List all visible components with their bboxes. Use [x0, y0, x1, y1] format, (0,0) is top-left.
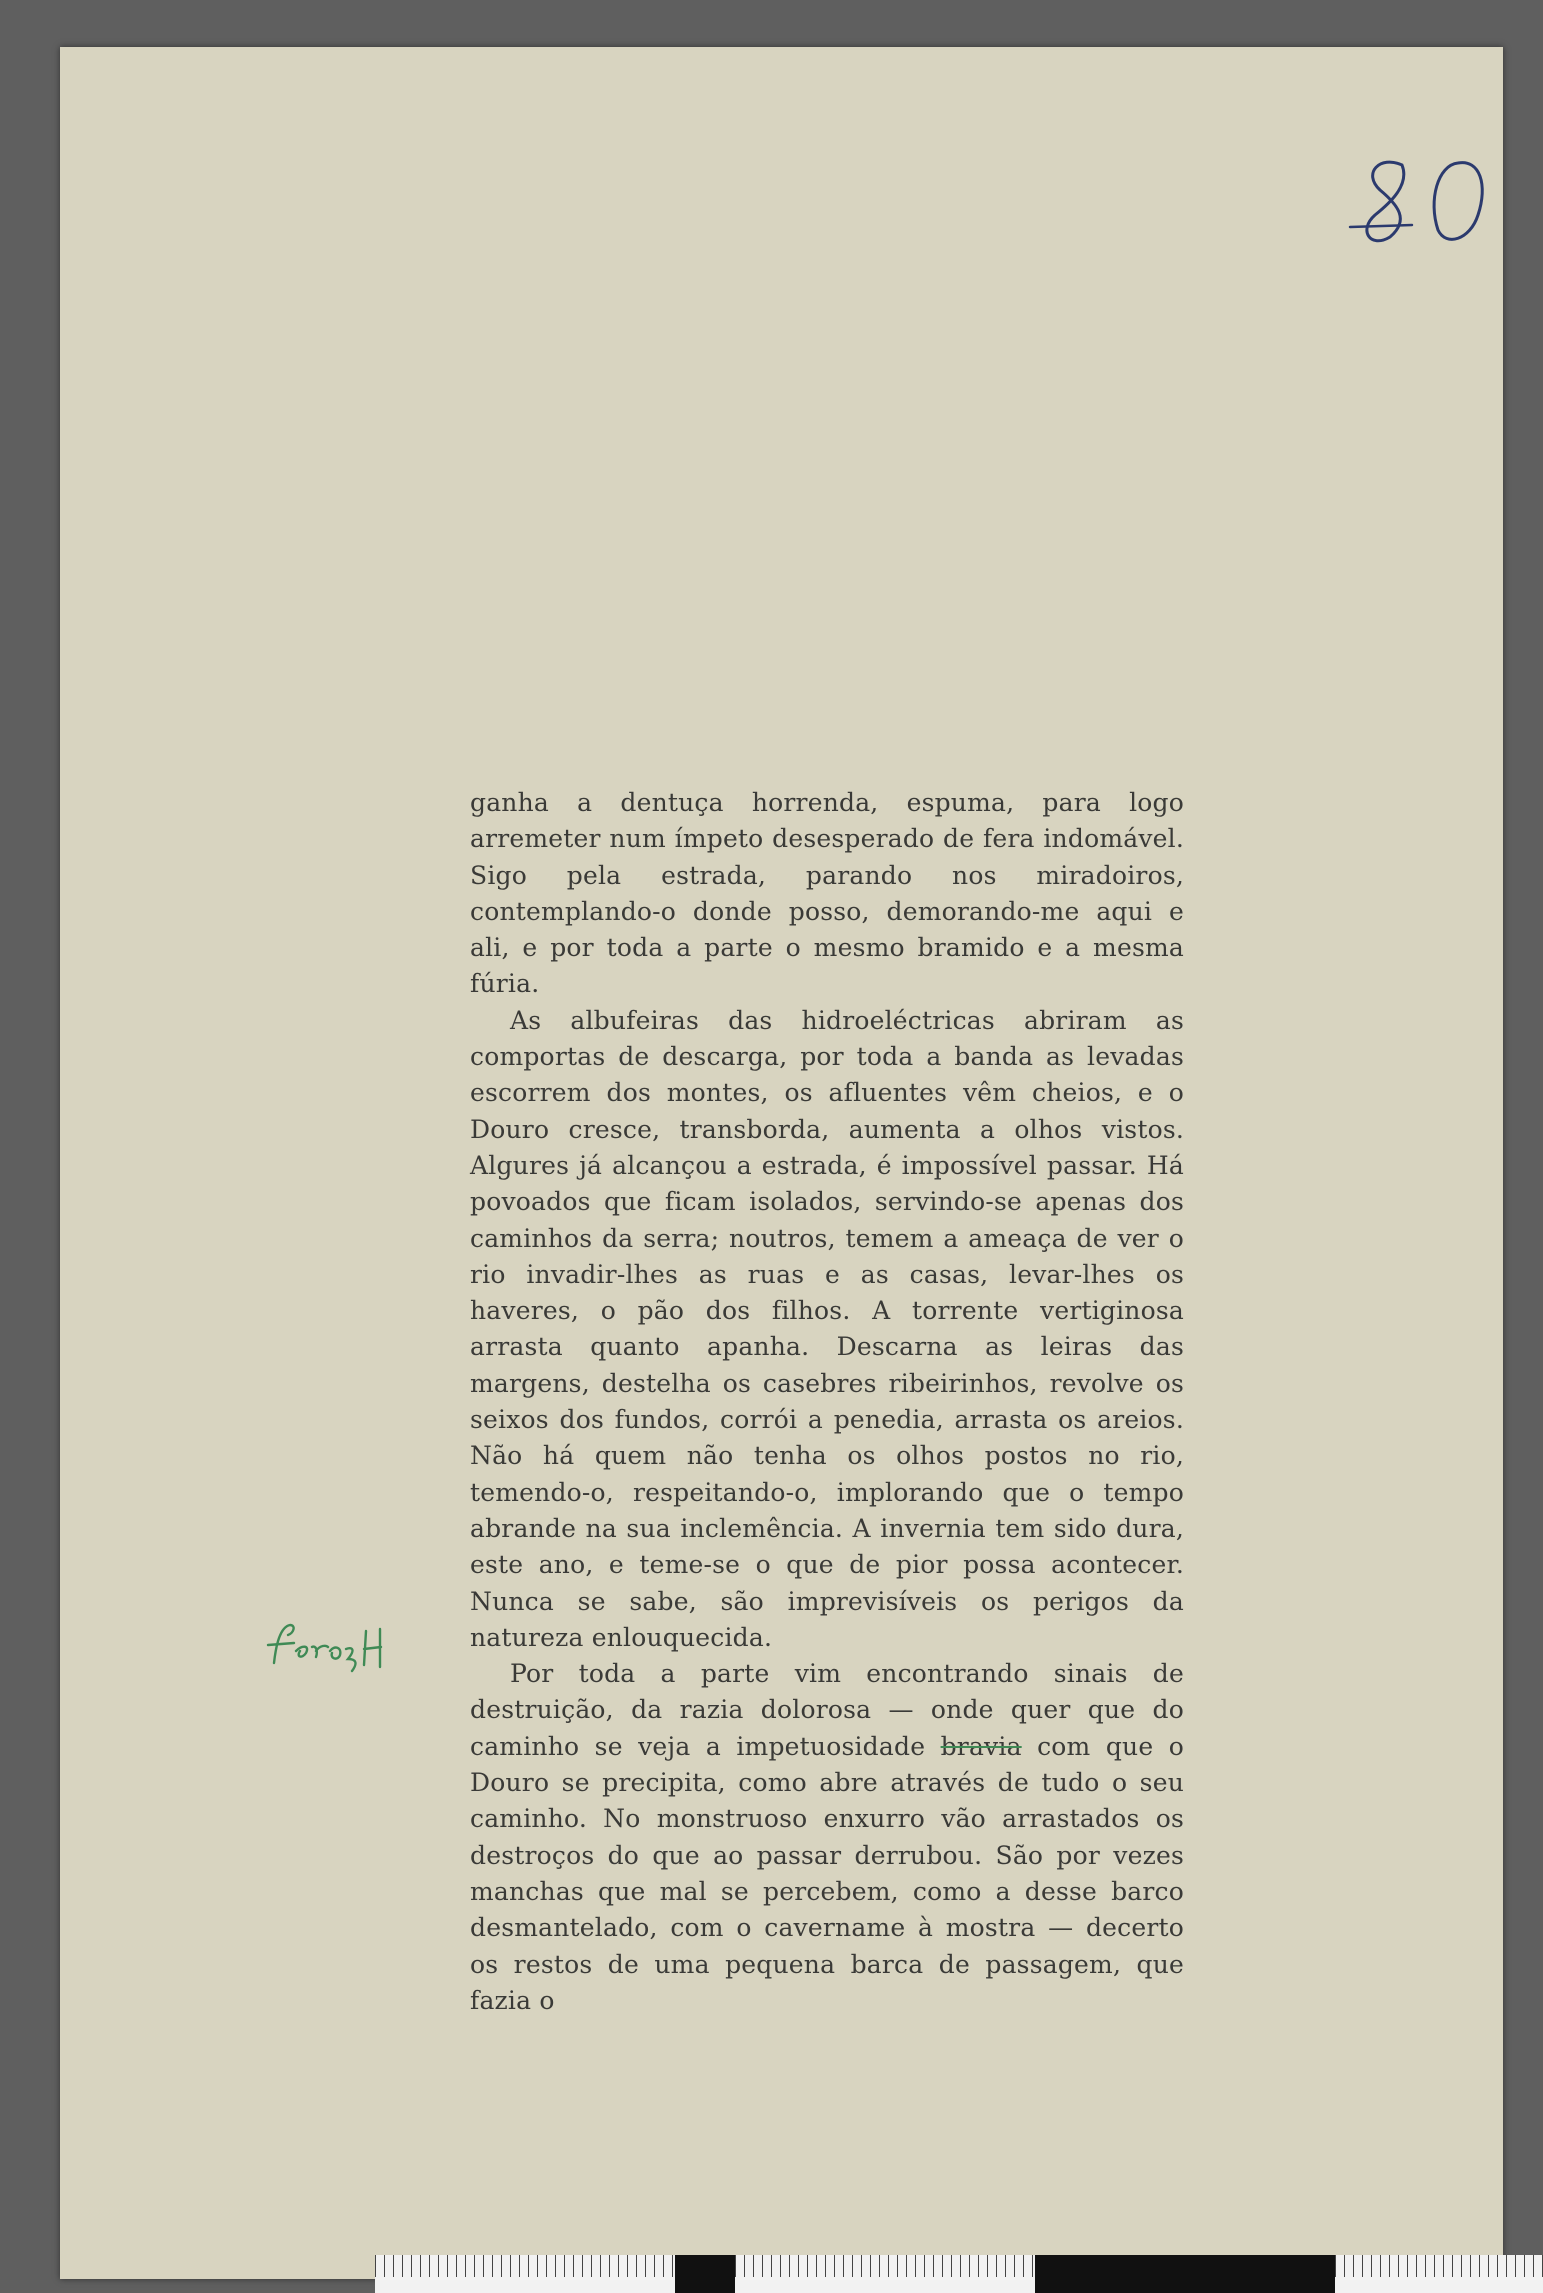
ruler-segment — [1035, 2255, 1335, 2293]
paragraph-text: As albufeiras das hidroeléctricas abriram as comportas de descarga, por toda a banda as levadas escorrem dos montes, os afluentes vêm cheios, e o Douro cresce, transborda, aumenta a olhos vistos. Algures já alcançou a estrada, é impossível passar. Há povoados que ficam isolados, servindo-se apenas dos caminhos da serra; noutros, temem a ameaça de ver o rio invadir-lhes as ruas e as casas, levar-lhes os haveres, o pão dos filhos. A torrente vertiginosa arrasta quanto apanha. Descarna as leiras das margens, destelha os casebres ribeirinhos, revolve os seixos dos fundos, corrói a penedia, arrasta os areios. Não há quem não tenha os olhos postos no rio, temendo-o, respeitando-o, implorando que o tempo abrande na sua inclemência. A invernia tem sido dura, este ano, e teme-se o que de pior possa acontecer. Nunca se sabe, são imprevisíveis os perigos da natureza enlouquecida. — [470, 1005, 1184, 1652]
handwritten-page-number — [1340, 145, 1520, 255]
ruler-segment — [735, 2255, 1035, 2293]
paragraph-text: Por toda a parte vim encontrando sinais de destruição, da razia dolorosa — onde quer que do caminho se veja a impetuosidade — [470, 1659, 1184, 1761]
body-text — [470, 785, 1184, 2019]
struck-word: bravia — [940, 1731, 1022, 1761]
ruler-segment — [1335, 2255, 1543, 2293]
ruler-segment — [675, 2255, 735, 2293]
paragraph-3 — [470, 1656, 1184, 2019]
paragraph-1 — [470, 785, 1184, 1003]
paragraph-text: com que o Douro se precipita, como abre através de tudo o seu caminho. No monstruoso enxurro vão arrastados os destroços do que ao passar derrubou. São por vezes manchas que mal se percebem, como a desse barco desmantelado, com o cavername à mostra — decerto os restos de uma pequena barca de passagem, que fazia o — [470, 1731, 1184, 2015]
paragraph-2 — [470, 1003, 1184, 1656]
margin-note-feroz — [260, 1615, 390, 1675]
ruler-segment — [375, 2255, 675, 2293]
paper-sheet — [60, 47, 1503, 2279]
scale-ruler — [375, 2255, 1543, 2293]
paragraph-text: ganha a dentuça horrenda, espuma, para logo arremeter num ímpeto desesperado de fera indomável. Sigo pela estrada, parando nos miradoiros, contemplando-o donde posso, demorando-me aqui e ali, e por toda a parte o mesmo bramido e a mesma fúria. — [470, 788, 1184, 999]
